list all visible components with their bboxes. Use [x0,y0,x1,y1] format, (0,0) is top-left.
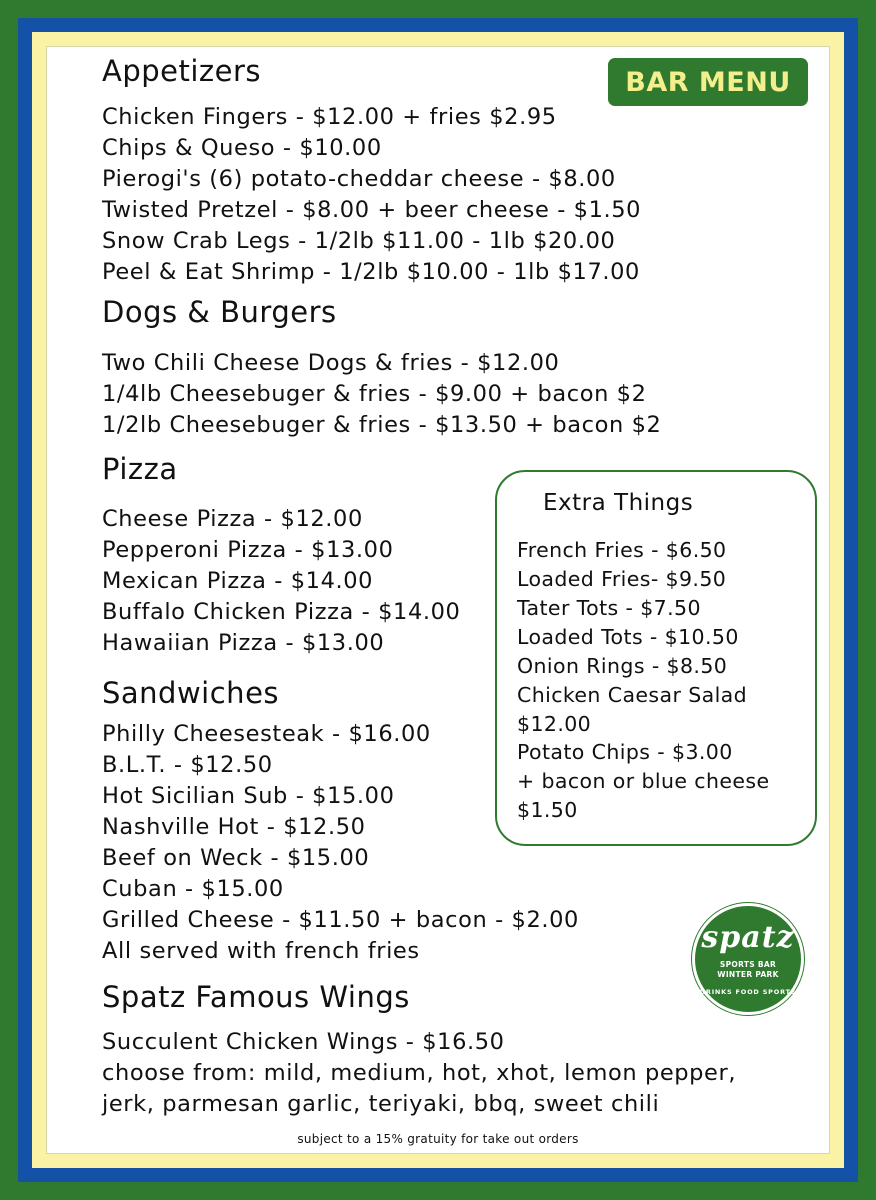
extra-things-heading: Extra Things [543,490,694,516]
menu-item: 1/4lb Cheesebuger & fries - $9.00 + bacon $2 [102,381,647,407]
extra-item: Chicken Caesar Salad [517,683,748,707]
pizza-heading: Pizza [102,452,178,486]
extra-item: $12.00 [517,712,592,736]
menu-item: Snow Crab Legs - 1/2lb $11.00 - 1lb $20.00 [102,228,616,254]
menu-item: Pepperoni Pizza - $13.00 [102,537,394,563]
wings-heading: Spatz Famous Wings [102,980,410,1014]
menu-item: Hot Sicilian Sub - $15.00 [102,783,395,809]
logo-rim-text: DRINKS FOOD SPORTS [699,988,797,996]
menu-item: Pierogi's (6) potato-cheddar cheese - $8.00 [102,166,616,192]
extra-item: Potato Chips - $3.00 [517,740,733,764]
logo-name: spatz [701,920,795,955]
menu-item: Succulent Chicken Wings - $16.50 [102,1029,505,1055]
extra-item: Tater Tots - $7.50 [517,596,701,620]
menu-item: Grilled Cheese - $11.50 + bacon - $2.00 [102,907,579,933]
spatz-logo [692,903,804,1015]
menu-item: Cheese Pizza - $12.00 [102,506,363,532]
menu-item: Twisted Pretzel - $8.00 + beer cheese - $1.50 [102,197,642,223]
menu-item: 1/2lb Cheesebuger & fries - $13.50 + bacon $2 [102,412,662,438]
logo-line-2: WINTER PARK [717,970,779,979]
menu-item: Two Chili Cheese Dogs & fries - $12.00 [102,350,560,376]
menu-item: Nashville Hot - $12.50 [102,814,366,840]
menu-item: Beef on Weck - $15.00 [102,845,370,871]
extra-item: + bacon or blue cheese [517,769,770,793]
menu-item: Philly Cheesesteak - $16.00 [102,721,431,747]
menu-note: All served with french fries [102,938,420,964]
menu-item: Cuban - $15.00 [102,876,284,902]
menu-item: Chicken Fingers - $12.00 + fries $2.95 [102,104,557,130]
logo-line-1: SPORTS BAR [719,960,777,969]
menu-item: Hawaiian Pizza - $13.00 [102,630,385,656]
appetizers-heading: Appetizers [102,54,262,88]
extra-item: Onion Rings - $8.50 [517,654,728,678]
menu-note: choose from: mild, medium, hot, xhot, lemon pepper, [102,1060,737,1086]
extra-item: $1.50 [517,798,578,822]
extra-item: French Fries - $6.50 [517,538,727,562]
extra-item: Loaded Tots - $10.50 [517,625,739,649]
extra-item: Loaded Fries- $9.50 [517,567,727,591]
menu-note: jerk, parmesan garlic, teriyaki, bbq, sweet chili [102,1091,660,1117]
dogs-burgers-heading: Dogs & Burgers [102,295,337,329]
gratuity-footnote: subject to a 15% gratuity for take out orders [297,1132,579,1146]
menu-item: Chips & Queso - $10.00 [102,135,382,161]
menu-item: Mexican Pizza - $14.00 [102,568,374,594]
menu-item: B.L.T. - $12.50 [102,752,273,778]
sandwiches-heading: Sandwiches [102,676,280,710]
menu-item: Buffalo Chicken Pizza - $14.00 [102,599,461,625]
bar-menu-badge: BAR MENU [608,58,808,106]
menu-item: Peel & Eat Shrimp - 1/2lb $10.00 - 1lb $17.00 [102,259,640,285]
